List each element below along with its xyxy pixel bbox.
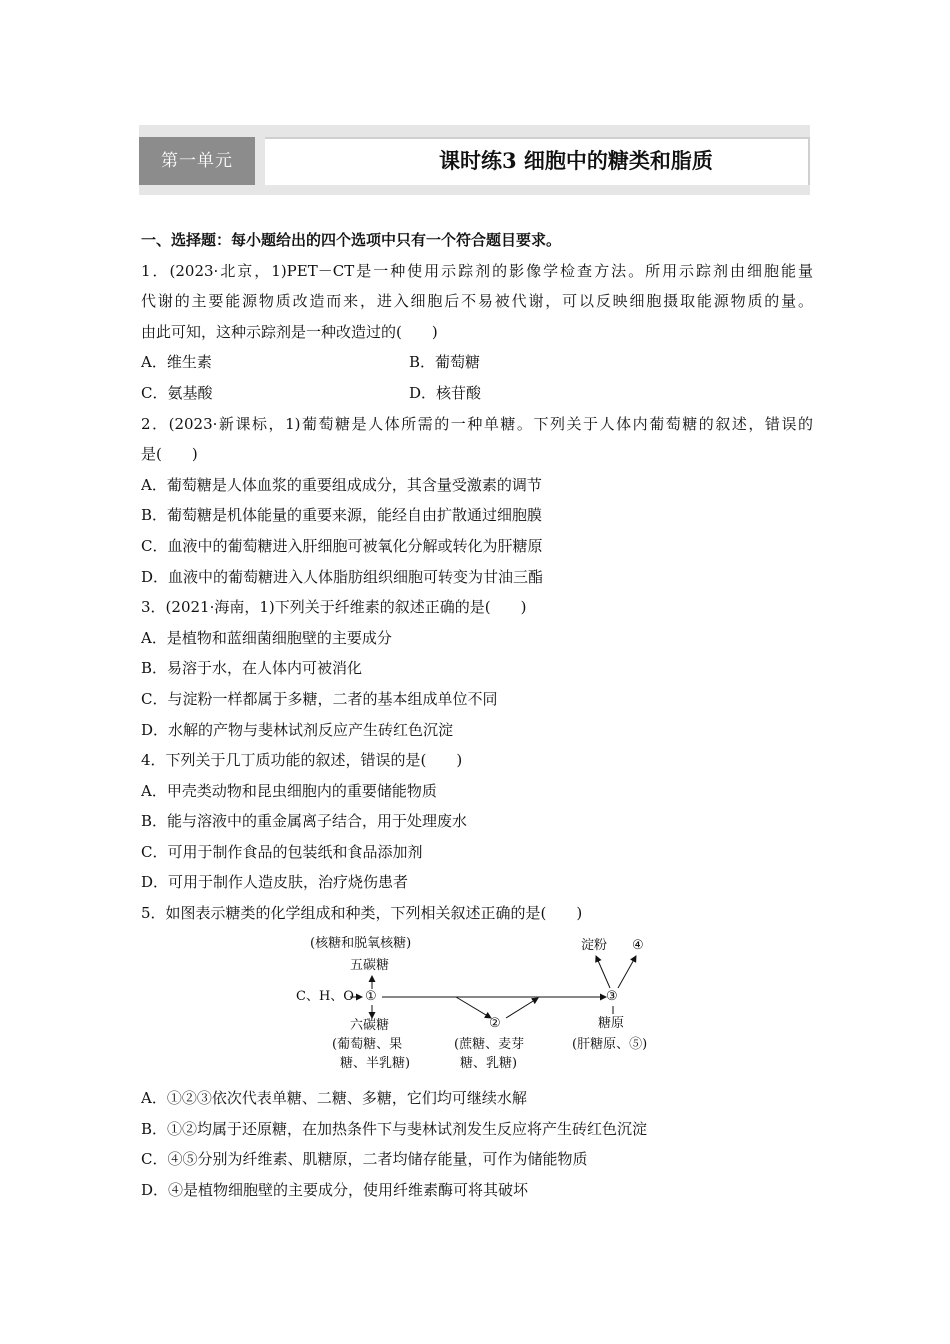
hexose-examples-1: (葡萄糖、果 (332, 1037, 403, 1052)
glycogen-examples: (肝糖原、⑤) (572, 1037, 648, 1052)
q5-option-a[interactable]: A．①②③依次代表单糖、二糖、多糖，它们均可继续水解 (141, 1089, 527, 1107)
q1-line-1: 1．(2023·北京，1)PET－CT是一种使用示踪剂的影像学检查方法。所用示踪剂由细胞能量 (141, 261, 813, 280)
pentose-examples: (核糖和脱氧核糖) (310, 936, 412, 951)
node-2: ② (489, 1016, 501, 1031)
q1-line-3: 由此可知，这种示踪剂是一种改造过的( ) (141, 322, 438, 341)
q4-option-a[interactable]: A．甲壳类动物和昆虫细胞内的重要储能物质 (141, 781, 437, 800)
q2-option-b[interactable]: B．葡萄糖是机体能量的重要来源，能经自由扩散通过细胞膜 (141, 506, 543, 525)
arrow-3-to-4 (618, 956, 636, 988)
q2-option-a[interactable]: A．葡萄糖是人体血浆的重要组成成分，其含量受激素的调节 (141, 475, 542, 494)
hexose-label: 六碳糖 (350, 1018, 390, 1033)
node-1: ① (365, 989, 377, 1004)
q1-options-row-1 (141, 347, 813, 378)
hexose-examples-2: 糖、半乳糖) (340, 1056, 411, 1071)
q1-option-a[interactable]: A．维生素 (141, 353, 212, 372)
question-block-5-options (141, 1083, 813, 1205)
disaccharide-examples-2: 糖、乳糖) (460, 1056, 518, 1071)
q2-option-d[interactable]: D．血液中的葡萄糖进入人体脂肪组织细胞可转变为甘油三酯 (141, 567, 544, 586)
section-heading: 一、选择题：每小题给出的四个选项中只有一个符合题目要求。 (141, 231, 562, 249)
q3-option-c[interactable]: C．与淀粉一样都属于多糖，二者的基本组成单位不同 (141, 689, 498, 708)
q5-option-b[interactable]: B．①②均属于还原糖，在加热条件下与斐林试剂发生反应将产生砖红色沉淀 (141, 1119, 648, 1138)
page-title: 课时练3 细胞中的糖类和脂质 (439, 148, 713, 173)
q3-line-1: 3．(2021·海南，1)下列关于纤维素的叙述正确的是( ) (141, 598, 527, 617)
q4-option-d[interactable]: D．可用于制作人造皮肤，治疗烧伤患者 (141, 873, 409, 892)
q5-option-c[interactable]: C．④⑤分别为纤维素、肌糖原，二者均储存能量，可作为储能物质 (141, 1150, 588, 1169)
q3-option-d[interactable]: D．水解的产物与斐林试剂反应产生砖红色沉淀 (141, 720, 454, 739)
node-4: ④ (632, 938, 644, 953)
q1-line-2: 代谢的主要能源物质改造而来，进入细胞后不易被代谢，可以反映细胞摄取能源物质的量。 (141, 292, 813, 311)
q1-options-row-2 (141, 378, 813, 409)
disaccharide-examples-1: (蔗糖、麦芽 (454, 1037, 525, 1052)
header (139, 137, 810, 185)
q1-option-b[interactable]: B．葡萄糖 (409, 353, 481, 372)
unit-tag: 第一单元 (139, 137, 255, 185)
q1-option-d[interactable]: D．核苷酸 (409, 383, 482, 402)
q2-line-1: 2．(2023·新课标，1)葡萄糖是人体所需的一种单糖。下列关于人体内葡萄糖的叙述，错误的 (141, 414, 813, 433)
q5-option-d[interactable]: D．④是植物细胞壁的主要成分，使用纤维素酶可将其破坏 (141, 1180, 529, 1199)
sugar-classification-diagram (288, 930, 668, 1071)
arrow-3-to-starch (596, 956, 610, 988)
q1-option-c[interactable]: C．氨基酸 (141, 383, 213, 402)
q4-line-1: 4．下列关于几丁质功能的叙述，错误的是( ) (141, 751, 463, 770)
q3-option-b[interactable]: B．易溶于水，在人体内可被消化 (141, 659, 363, 678)
title-box (265, 137, 810, 185)
starch-label: 淀粉 (581, 938, 608, 953)
elements-label: C、H、O (296, 989, 354, 1004)
q2-option-c[interactable]: C．血液中的葡萄糖进入肝细胞可被氧化分解或转化为肝糖原 (141, 536, 543, 555)
q4-option-c[interactable]: C．可用于制作食品的包装纸和食品添加剂 (141, 842, 423, 861)
glycogen-label: 糖原 (598, 1016, 625, 1031)
node-3: ③ (606, 989, 618, 1004)
q4-option-b[interactable]: B．能与溶液中的重金属离子结合，用于处理废水 (141, 812, 468, 831)
q3-option-a[interactable]: A．是植物和蓝细菌细胞壁的主要成分 (141, 628, 392, 647)
question-block-1 (141, 225, 813, 929)
arrow-branch-to-2 (456, 997, 491, 1018)
pentose-label: 五碳糖 (350, 958, 390, 973)
q5-line-1: 5．如图表示糖类的化学组成和种类，下列相关叙述正确的是( ) (141, 904, 583, 923)
arrow-2-to-main (506, 998, 538, 1018)
q2-line-2: 是( ) (141, 445, 198, 464)
